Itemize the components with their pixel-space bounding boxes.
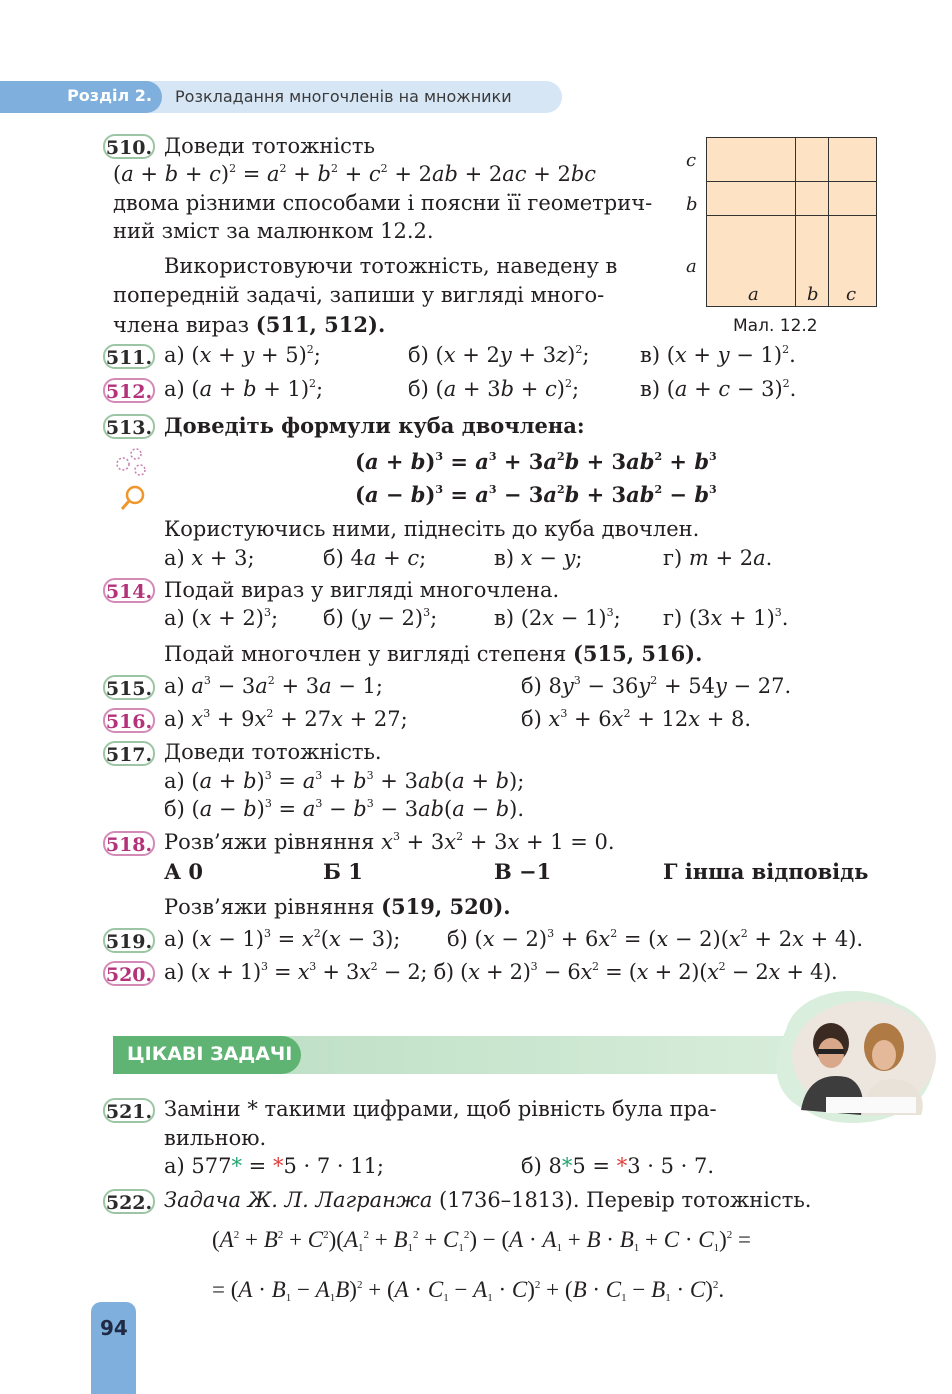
problem-title: Доведи тотожність	[164, 134, 375, 158]
formula: б) $(a - b)^3 = a^3 - b^3 - 3ab(a - b)$.	[164, 797, 525, 821]
formula: а) x + 3;	[164, 546, 255, 570]
formula: а) $(a + b)^3 = a^3 + b^3 + 3ab(a + b)$;	[164, 769, 525, 793]
formula: а) 577* = *5 · 7 · 11;	[164, 1154, 385, 1178]
formula: $(a - b)^3 = a^3 - 3a^2b + 3ab^2 - b^3$	[355, 482, 717, 507]
problem-number: 510.	[103, 134, 155, 159]
formula: в) $(a + c - 3)^2$.	[640, 377, 797, 401]
page-number-tab: 94	[91, 1302, 136, 1394]
problem-title: Розв’яжи рівняння $x^3 + 3x^2 + 3x + 1 = 0$.	[164, 830, 615, 854]
formula: $(a + b + c)^2 = a^2 + b^2 + c^2 + 2ab + 2ac + 2bc$	[113, 162, 597, 186]
formula: г) $(3x + 1)^3$.	[663, 606, 789, 630]
formula: б) 4a + c;	[323, 546, 427, 570]
figure-label: b	[686, 194, 698, 215]
instruction-text: члена вираз (511, 512).	[113, 312, 386, 337]
figure-label: a	[686, 256, 697, 277]
formula: $(A^2 + B^2 + C^2)(A_1^2 + B_1^2 + C_1^2) - (A \cdot A_1 + B \cdot B_1 + C \cdot C_1)^2$ =	[212, 1227, 751, 1254]
problem-title: Задача Ж. Л. Лагранжа (1736–1813). Перевір тотожність.	[164, 1188, 812, 1212]
formula: г) m + 2a.	[663, 546, 773, 570]
figure-caption: Мал. 12.2	[733, 316, 818, 336]
problem-title: Подай вираз у вигляді многочлена.	[164, 578, 560, 602]
problem-number: 515.	[103, 675, 155, 700]
formula: б) $(x - 2)^3 + 6x^2 = (x - 2)(x^2 + 2x + 4)$.	[447, 927, 864, 951]
figure-label: c	[686, 150, 697, 171]
formula: б) $x^3 + 6x^2 + 12x + 8$.	[521, 707, 752, 731]
figure-label: b	[807, 284, 819, 305]
section-label: Розділ 2.	[0, 81, 162, 113]
formula: а) $(a + b + 1)^2$;	[164, 377, 324, 401]
group-work-icon	[114, 446, 150, 480]
formula: в) $(2x - 1)^3$;	[494, 606, 621, 630]
figure-label: c	[846, 284, 857, 305]
problem-number: 522.	[103, 1189, 155, 1214]
problem-number: 512.	[103, 378, 155, 403]
formula: $(a + b)^3 = a^3 + 3a^2b + 3ab^2 + b^3$	[355, 449, 717, 474]
section-banner-label: ЦІКАВІ ЗАДАЧІ	[113, 1036, 301, 1074]
formula: а) $(x + y + 5)^2$;	[164, 343, 321, 367]
answer-option: В −1	[494, 859, 552, 884]
problem-number: 516.	[103, 708, 155, 733]
formula: а) $x^3 + 9x^2 + 27x + 27$;	[164, 707, 408, 731]
chapter-title: Розкладання многочленів на множники	[175, 87, 512, 106]
formula: б) $(y - 2)^3$;	[323, 606, 438, 630]
problem-title: Доведіть формули куба двочлена:	[164, 413, 585, 438]
problem-text: двома різними способами і поясни її геометрич-	[113, 191, 653, 215]
problem-number: 511.	[103, 344, 155, 369]
students-photo	[766, 985, 946, 1130]
problem-text: вильною.	[164, 1126, 267, 1150]
answer-option: Б 1	[323, 859, 363, 884]
problem-number: 513.	[103, 414, 155, 439]
problem-number: 518.	[103, 831, 155, 856]
grid-line	[707, 215, 876, 216]
figure-12-2	[706, 137, 877, 307]
formula: в) $(x + y - 1)^2$.	[640, 343, 796, 367]
formula: а) $(x + 1)^3 = x^3 + 3x^2 - 2$; б) $(x + 2)^3 - 6x^2 = (x + 2)(x^2 - 2x + 4)$.	[164, 960, 838, 984]
formula: а) $(x - 1)^3 = x^2(x - 3)$;	[164, 927, 401, 951]
problem-text: ний зміст за малюнком 12.2.	[113, 219, 434, 243]
problem-title: Доведи тотожність.	[164, 740, 382, 764]
problem-number: 517.	[103, 741, 155, 766]
answer-option: Г інша відповідь	[663, 859, 869, 884]
formula: б) $(x + 2y + 3z)^2$;	[408, 343, 590, 367]
formula: в) x − y;	[494, 546, 583, 570]
problem-text: Заміни * такими цифрами, щоб рівність була пра-	[164, 1097, 717, 1121]
instruction-text: Подай многочлен у вигляді степеня (515, 516).	[164, 641, 703, 666]
formula: б) $(a + 3b + c)^2$;	[408, 377, 580, 401]
figure-label: a	[748, 284, 759, 305]
instruction-text: Використовуючи тотожність, наведену в	[164, 254, 618, 278]
answer-option: А 0	[164, 859, 204, 884]
formula: = $(A \cdot B_1 - A_1B)^2 + (A \cdot C_1 - A_1 \cdot C)^2 + (B \cdot C_1 - B_1 \cdot C)^2$.	[212, 1277, 725, 1304]
problem-text: Користуючись ними, піднесіть до куба двочлен.	[164, 517, 700, 541]
problem-number: 521.	[103, 1098, 155, 1123]
grid-line	[828, 138, 829, 306]
magnifier-icon	[120, 484, 148, 512]
grid-line	[707, 181, 876, 182]
formula: а) $(x + 2)^3$;	[164, 606, 279, 630]
formula: а) $a^3 - 3a^2 + 3a - 1$;	[164, 674, 383, 698]
instruction-text: попередній задачі, запиши у вигляді много-	[113, 283, 605, 307]
formula: б) $8y^3 - 36y^2 + 54y - 27$.	[521, 674, 792, 698]
problem-number: 519.	[103, 928, 155, 953]
instruction-text: Розв’яжи рівняння (519, 520).	[164, 894, 511, 919]
problem-number: 514.	[103, 578, 155, 603]
problem-number: 520.	[103, 961, 155, 986]
grid-line	[795, 138, 796, 306]
formula: б) 8*5 = *3 · 5 · 7.	[521, 1154, 714, 1178]
